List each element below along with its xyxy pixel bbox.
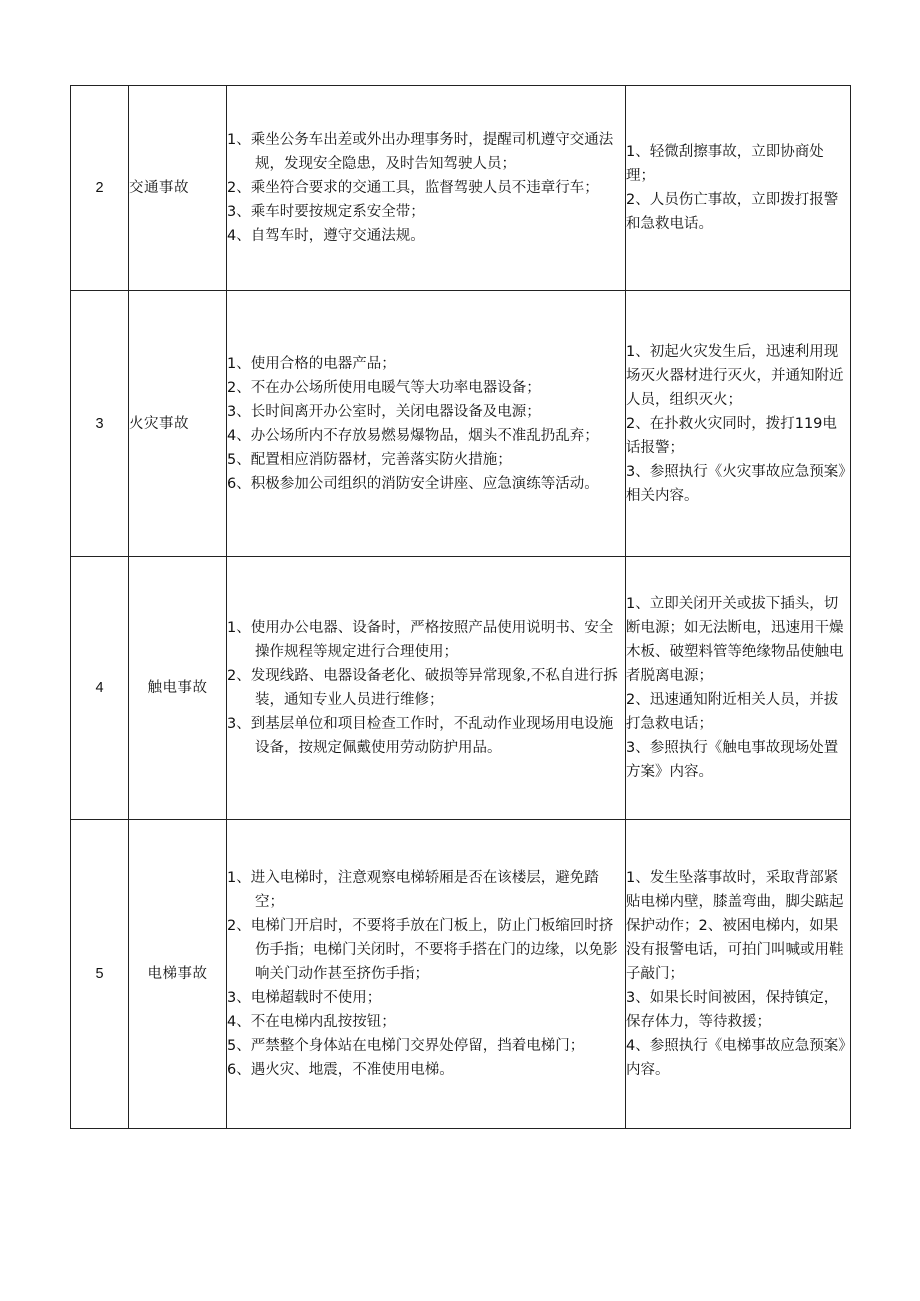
measure-item: 3、到基层单位和项目检查工作时，不乱动作业现场用电设施设备，按规定佩戴使用劳动防护用品。 — [227, 716, 614, 756]
accident-type: 火灾事故 — [129, 291, 227, 557]
measure-item: 5、配置相应消防器材，完善落实防火措施； — [227, 451, 512, 468]
table-row — [71, 291, 851, 557]
row-number: 3 — [71, 291, 129, 557]
measure-item: 4、不在电梯内乱按按钮； — [227, 1014, 396, 1030]
row-number: 5 — [71, 820, 129, 1129]
measure-item: 1、使用合格的电器产品； — [227, 355, 396, 372]
measure-item: 6、遇火灾、地震，不准使用电梯。 — [227, 1062, 454, 1078]
measure-item: 3、乘车时要按规定系安全带； — [227, 204, 425, 220]
response-item: 1、轻微刮擦事故，立即协商处理； — [626, 144, 824, 184]
measure-item: 2、电梯门开启时，不要将手放在门板上，防止门板缩回时挤伤手指；电梯门关闭时，不要将手搭在门的边缘，以免影响关门动作甚至挤伤手指； — [227, 918, 618, 982]
response-item: 2、迅速通知附近相关人员，并拔打急救电话； — [626, 692, 839, 732]
response-item: 1、立即关闭开关或拔下插头，切断电源；如无法断电，迅速用干燥木板、破塑料管等绝缘物品使触电者脱离电源； — [626, 596, 844, 684]
response-item: 4、参照执行《电梯事故应急预案》内容。 — [626, 1038, 846, 1078]
response-item: 2、人员伤亡事故，立即拨打报警和急救电话。 — [626, 192, 839, 232]
row-number: 4 — [71, 557, 129, 820]
response-item: 2、在扑救火灾同时，拨打119电话报警； — [626, 415, 837, 456]
table-row — [71, 557, 851, 820]
measure-item: 3、电梯超载时不使用； — [227, 990, 382, 1006]
response-item: 1、发生坠落事故时，采取背部紧贴电梯内壁，膝盖弯曲，脚尖踮起保护动作；2、被困电梯内，如果没有报警电话，可拍门叫喊或用鞋子敲门； — [626, 870, 844, 982]
measure-item: 6、积极参加公司组织的消防安全讲座、应急演练等活动。 — [227, 475, 599, 492]
emergency-response — [626, 86, 851, 291]
measure-item: 3、长时间离开办公室时，关闭电器设备及电源； — [227, 403, 541, 420]
accident-type: 电梯事故 — [129, 820, 227, 1129]
accident-type: 交通事故 — [129, 86, 227, 291]
response-item: 3、参照执行《火灾事故应急预案》相关内容。 — [626, 463, 846, 504]
emergency-response — [626, 557, 851, 820]
prevention-measures — [227, 86, 626, 291]
response-item: 1、初起火灾发生后，迅速利用现场灭火器材进行灭火，并通知附近人员，组织灭火； — [626, 343, 844, 408]
safety-measures-table — [70, 85, 851, 1129]
measure-item: 1、使用办公电器、设备时，严格按照产品使用说明书、安全操作规程等规定进行合理使用； — [227, 620, 614, 660]
prevention-measures — [227, 820, 626, 1129]
measure-item: 5、严禁整个身体站在电梯门交界处停留，挡着电梯门； — [227, 1038, 585, 1054]
response-item: 3、参照执行《触电事故现场处置方案》内容。 — [626, 740, 839, 780]
emergency-response — [626, 820, 851, 1129]
measure-item: 1、进入电梯时，注意观察电梯轿厢是否在该楼层，避免踏空； — [227, 870, 599, 910]
table-row — [71, 86, 851, 291]
prevention-measures — [227, 557, 626, 820]
measure-item: 2、不在办公场所使用电暖气等大功率电器设备； — [227, 379, 541, 396]
row-number: 2 — [71, 86, 129, 291]
measure-item: 4、自驾车时，遵守交通法规。 — [227, 228, 425, 244]
response-item: 3、如果长时间被困，保持镇定，保存体力，等待救援； — [626, 990, 839, 1030]
measure-item: 2、发现线路、电器设备老化、破损等异常现象,不私自进行拆装，通知专业人员进行维修； — [227, 668, 618, 708]
measure-item: 4、办公场所内不存放易燃易爆物品，烟头不准乱扔乱弃； — [227, 427, 599, 444]
table-row — [71, 820, 851, 1129]
emergency-response — [626, 291, 851, 557]
accident-type: 触电事故 — [129, 557, 227, 820]
prevention-measures — [227, 291, 626, 557]
measure-item: 2、乘坐符合要求的交通工具，监督驾驶人员不违章行车； — [227, 180, 599, 196]
measure-item: 1、乘坐公务车出差或外出办理事务时，提醒司机遵守交通法规，发现安全隐患，及时告知驾驶人员； — [227, 132, 614, 172]
